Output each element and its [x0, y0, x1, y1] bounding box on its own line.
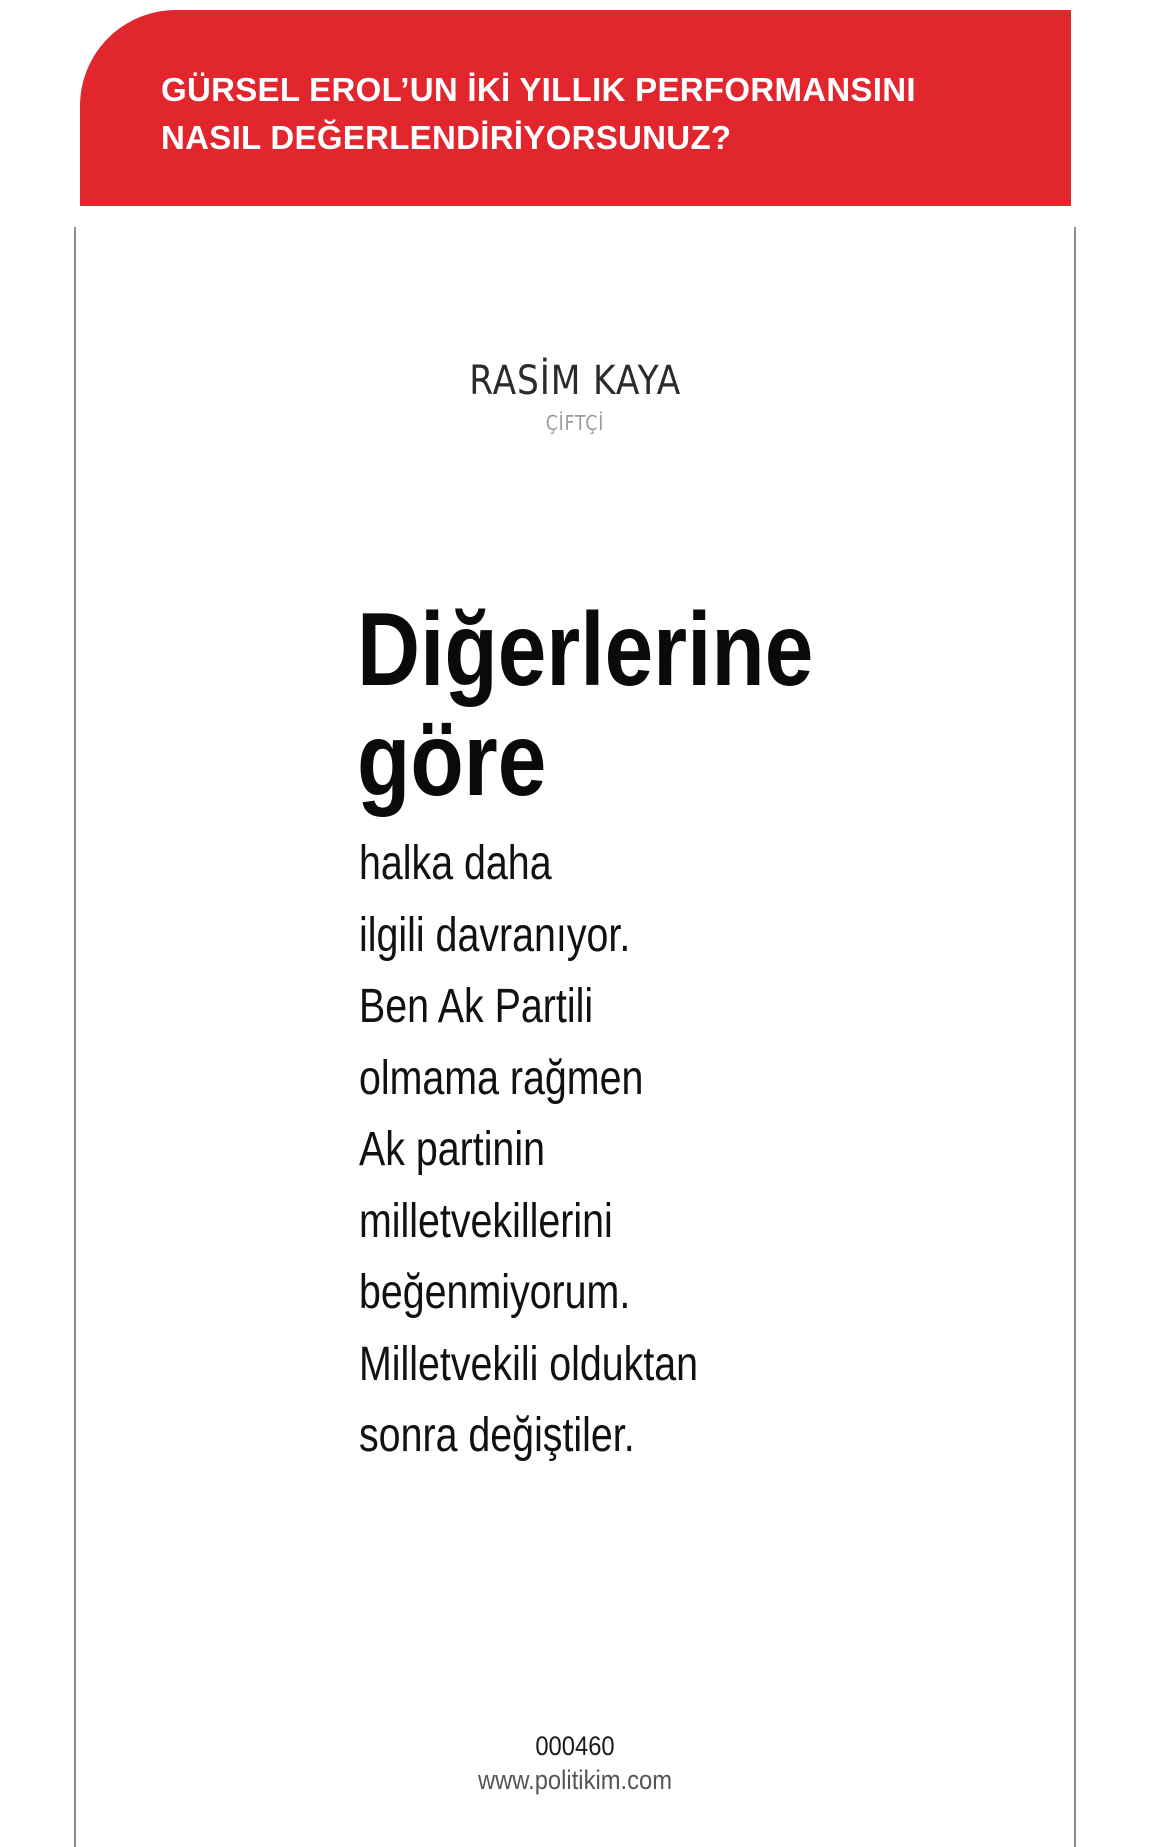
quote-line: Ben Ak Partili [359, 980, 594, 1033]
quote-headline [357, 592, 814, 818]
quote-line: halka daha [359, 837, 552, 890]
header-title [161, 66, 1071, 162]
quote-line: beğenmiyorum. [359, 1266, 631, 1319]
author-role: ÇİFTÇİ [545, 411, 605, 435]
quote-line: Milletvekili olduktan [359, 1337, 699, 1391]
quote-headline-line-2: göre [357, 702, 547, 818]
quote-line: olmama rağmen [359, 1051, 644, 1105]
quote-line: Ak partinin [359, 1123, 545, 1176]
quote-body [359, 828, 698, 1472]
quote-headline-line-1: Diğerlerine [357, 592, 814, 708]
footer-block [0, 1729, 1150, 1797]
header-title-line-1: GÜRSEL EROL’UN İKİ YILLIK PERFORMANSINI [161, 71, 916, 108]
quote-line: sonra değiştiler. [359, 1409, 635, 1462]
card-border-right [1074, 227, 1076, 1847]
author-name: RASİM KAYA [469, 358, 681, 404]
footer-code: 000460 [535, 1731, 615, 1761]
card-border-left [74, 227, 76, 1847]
author-block [0, 357, 1150, 435]
footer-url-link[interactable]: www.politikim.com [477, 1765, 673, 1795]
quote-line: milletvekillerini [359, 1194, 613, 1248]
header-banner [80, 10, 1071, 206]
quote-line: ilgili davranıyor. [359, 908, 631, 962]
header-title-line-2: NASIL DEĞERLENDİRİYORSUNUZ? [161, 119, 732, 156]
